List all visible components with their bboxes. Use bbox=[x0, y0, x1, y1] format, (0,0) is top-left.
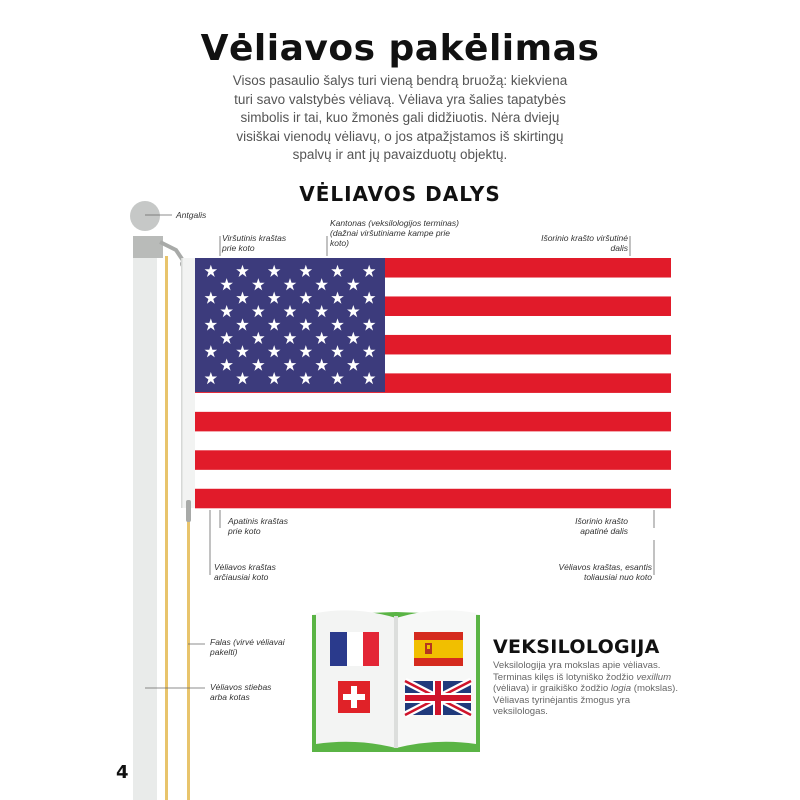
spain-flag bbox=[414, 632, 463, 666]
label-top-fly: Išorinio krašto viršutinė dalis bbox=[541, 233, 628, 253]
label-bottom-fly: Išorinio krašto apatinė dalis bbox=[575, 516, 628, 536]
label-staff: Vėliavos stiebas arba kotas bbox=[210, 682, 272, 702]
intro-paragraph: Visos pasaulio šalys turi vieną bendrą bruožą: kiekviena turi savo valstybės vėliavą. Vėliava yra šalies tapatybės simbolis ir tai, kuo žmonės gali didžiuotis. Nėra dviejų visiškai vienodų vėliavų, o jos atpažįstamos iš skirtingų spalvų ir ant jų pavaizduotų objektų. bbox=[232, 73, 568, 162]
hoist-sleeve bbox=[181, 258, 195, 508]
flagpole bbox=[133, 252, 157, 800]
section-title: VĖLIAVOS DALYS bbox=[299, 182, 501, 206]
label-hoist-edge: Vėliavos kraštas arčiausiai koto bbox=[214, 562, 276, 582]
france-flag bbox=[330, 632, 379, 666]
vexillology-title: VEKSILOLOGIJA bbox=[493, 636, 660, 658]
flag-stripe bbox=[195, 489, 671, 509]
label-top-hoist: Viršutinis kraštas prie koto bbox=[222, 233, 287, 253]
pulley-block bbox=[133, 236, 163, 258]
finial-ball bbox=[130, 201, 160, 231]
label-halyard: Falas (virvė vėliavai pakelti) bbox=[210, 637, 285, 657]
flag-stripe bbox=[195, 450, 671, 470]
vexillology-text: Veksilologija yra mokslas apie vėliavas. Terminas kilęs iš lotyniško žodžio vexillum (vėliava) ir graikiško žodžio logia (mokslas). Vėliavas tyrinėjantis žmogus yra veksilologas. bbox=[493, 660, 679, 718]
halyard-rope-left bbox=[165, 256, 168, 800]
label-finial: Antgalis bbox=[176, 210, 207, 220]
label-fly-edge: Vėliavos kraštas, esantis toliausiai nuo koto bbox=[558, 562, 652, 582]
united-kingdom-flag bbox=[405, 681, 471, 715]
halyard-rope-right bbox=[187, 500, 190, 800]
label-canton: Kantonas (veksilologijos terminas) (dažnai viršutiniame kampe prie koto) bbox=[330, 218, 459, 248]
page-number: 4 bbox=[116, 762, 129, 783]
label-bottom-hoist: Apatinis kraštas prie koto bbox=[228, 516, 288, 536]
switzerland-flag bbox=[338, 681, 370, 713]
flag-stripe bbox=[195, 412, 671, 432]
us-flag bbox=[195, 258, 671, 508]
page-title: Vėliavos pakėlimas bbox=[200, 28, 600, 69]
